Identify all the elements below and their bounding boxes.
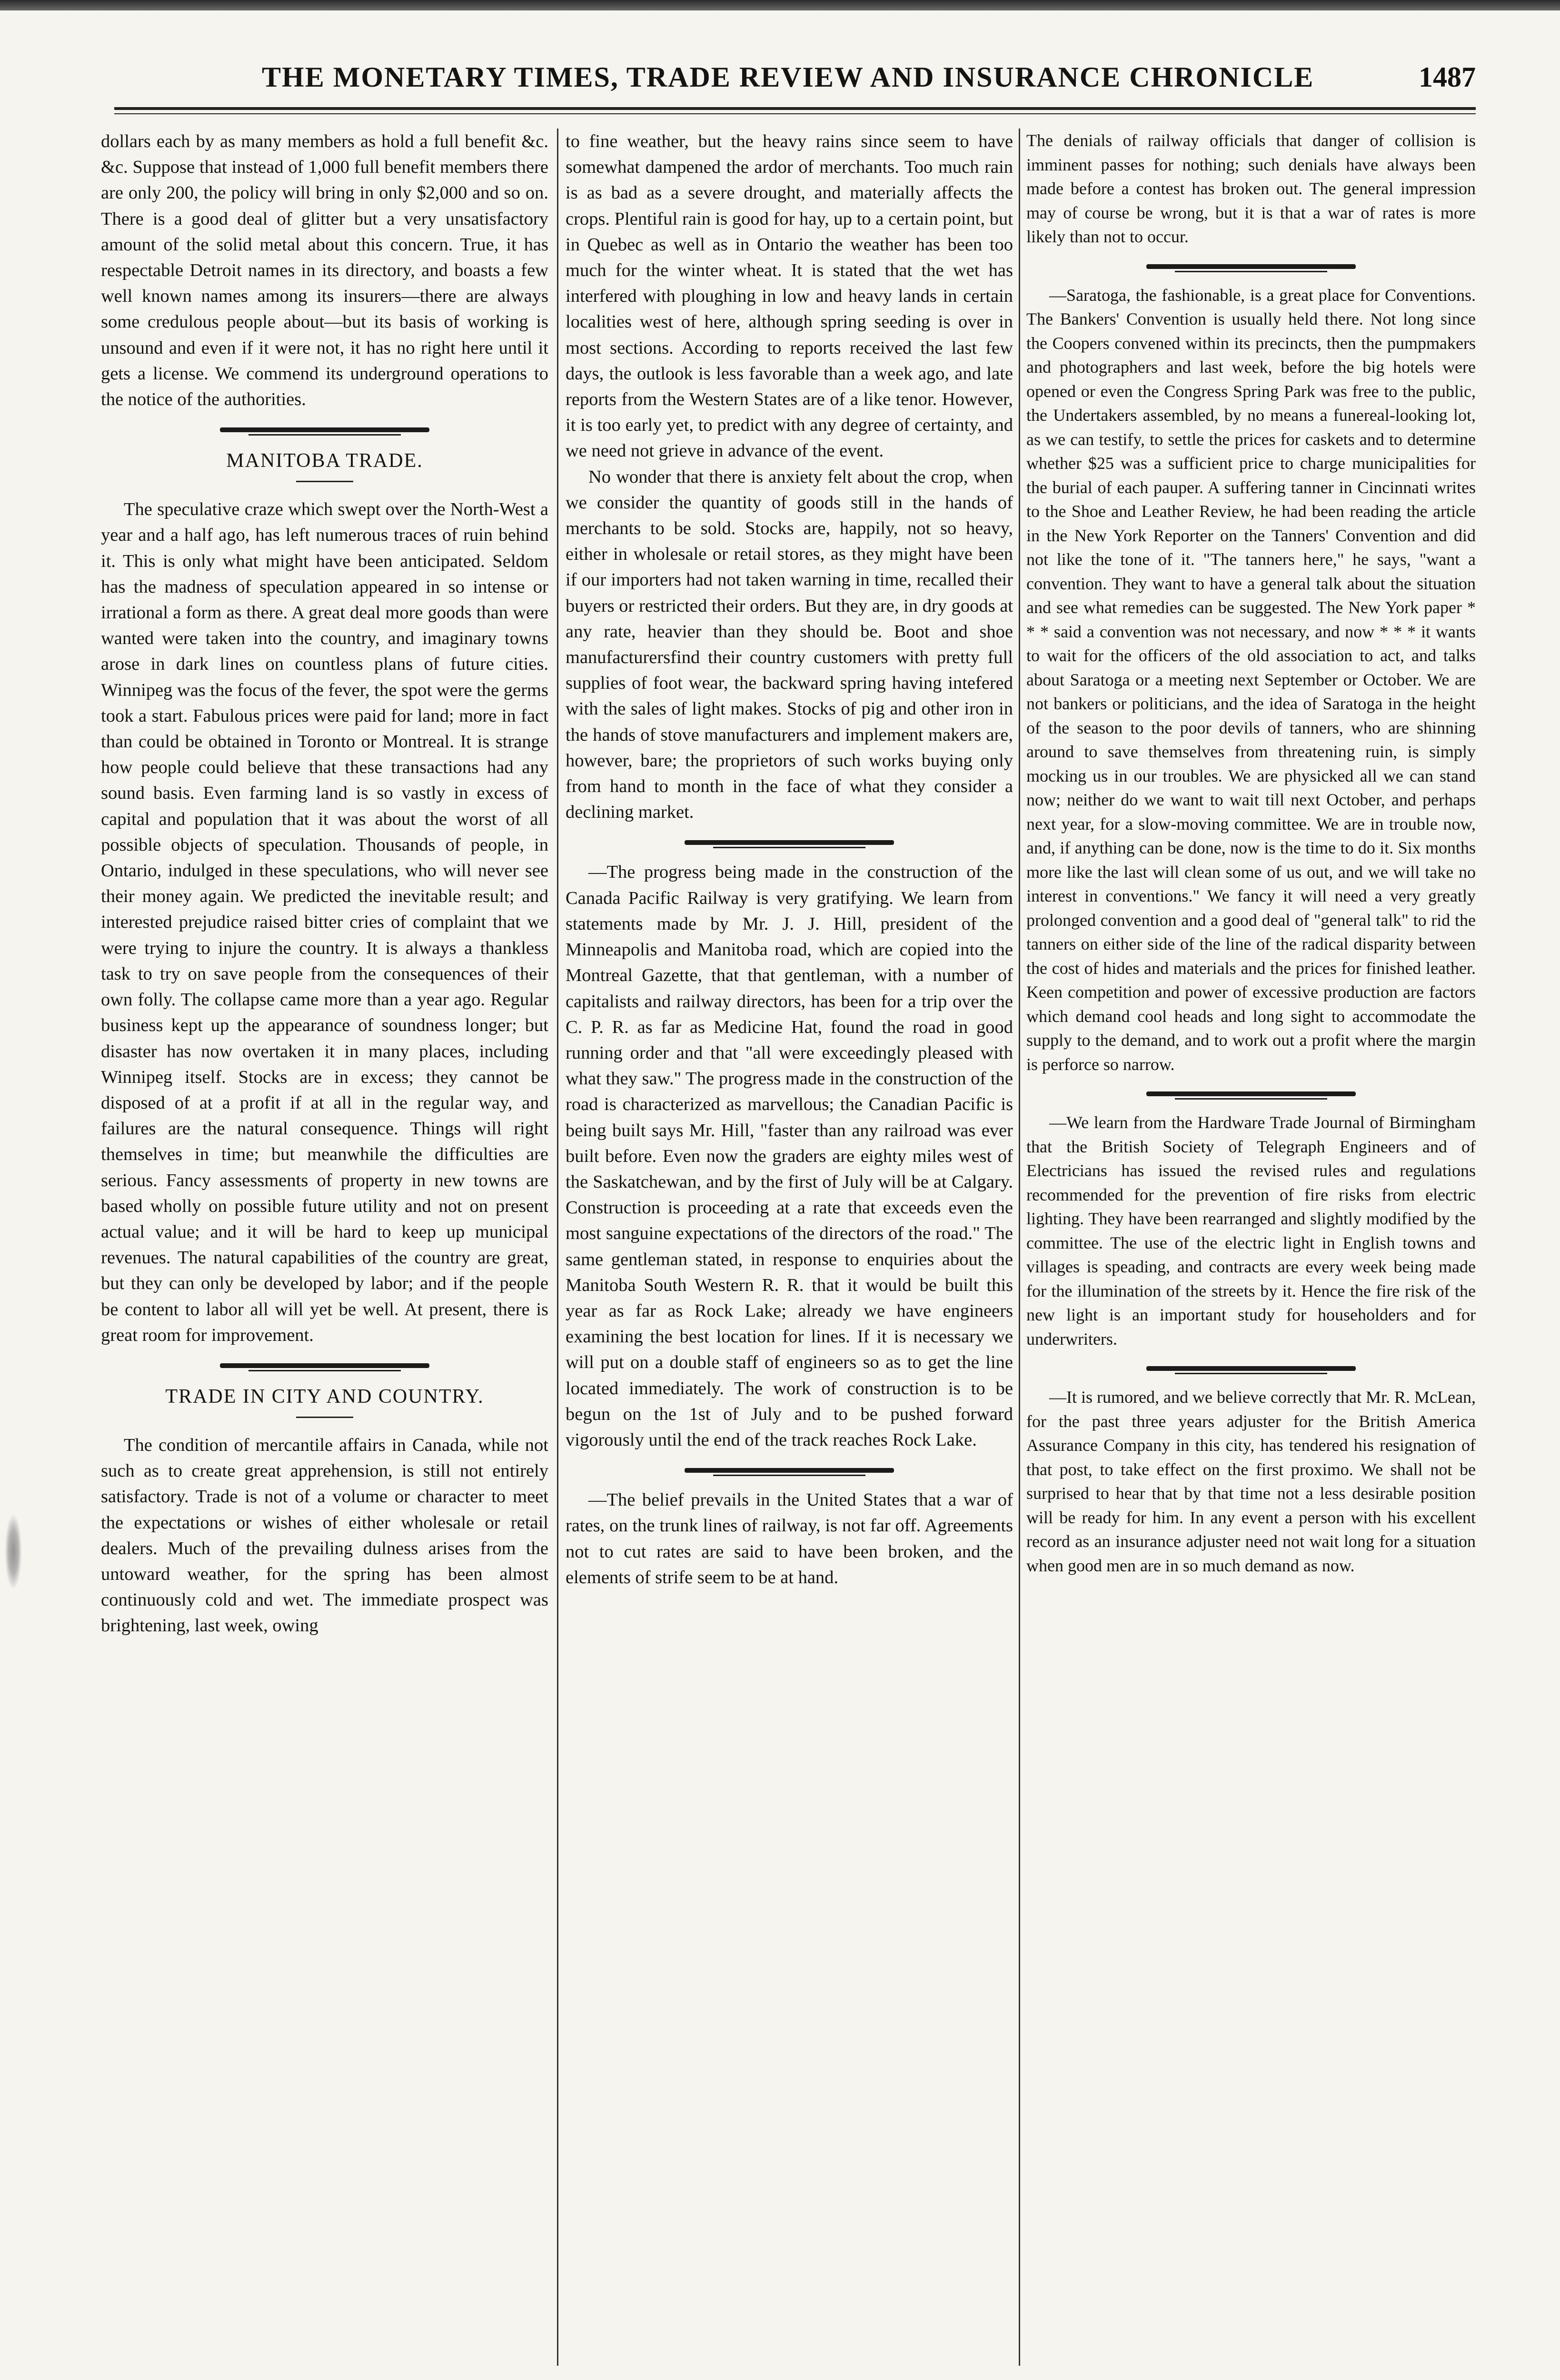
column-3 bbox=[1026, 129, 1476, 2375]
header-rule-thin bbox=[114, 113, 1476, 114]
section-ornament-rule bbox=[1146, 1364, 1356, 1376]
section-ornament-rule bbox=[1146, 1090, 1356, 1101]
section-ornament-rule bbox=[220, 426, 429, 437]
header-rule bbox=[114, 107, 1476, 110]
column-divider-2 bbox=[1019, 129, 1020, 2366]
article-continuation: dollars each by as many members as hold a full benefit &c. &c. Suppose that instead of 1,000 full benefit members there are only 200, the policy will bring in only $2,000 and so on. There is a good deal of glitter but a very unsatisfactory amount of the solid metal about this concern. True, it has respectable Detroit names in its directory, and boasts a few well known names among its insurers—there are always some credulous people about—but its basis of working is unsound and even if it were not, it has no right here until it gets a license. We commend its underground operations to the notice of the authorities. bbox=[101, 131, 548, 410]
trade-city-country-heading: TRADE IN CITY AND COUNTRY. bbox=[165, 1385, 484, 1408]
canada-pacific-paragraph: —The progress being made in the construction of the Canada Pacific Railway is very gratifying. We learn from statements made by Mr. J. J. Hill, president of the Minneapolis and Manitoba road, which are copied into the Montreal Gazette, that that gentleman, with a number of capitalists and railway directors, has been for a trip over the C. P. R. as far as Medicine Hat, found the road in good running order and that "all were exceedingly pleased with what they saw." The progress made in the construction of the road is characterized as marvellous; the Canadian Pacific is being built says Mr. Hill, "faster than any railroad was ever built before. Even now the graders are eighty miles west of the Saskatchewan, and by the first of July will be at Calgary. Construction is proceeding at a rate that exceeds even the most sanguine expectations of the directors of the road." The same gentleman stated, in response to enquiries about the Manitoba South Western R. R. that it would be built this year as far as Rock Lake; already we have engineers examining the best location for lines. If it is necessary we will put on a double staff of engineers so as to get the line located immediately. The work of construction is to be begun on the 1st of July and to be pushed forward vigorously until the end of the track reaches Rock Lake. bbox=[566, 862, 1013, 1450]
saratoga-paragraph: —Saratoga, the fashionable, is a great place for Conventions. The Bankers' Convention is usually held there. Not long since the Coopers convened within its precincts, then the pumpmakers and photographers and last week, before the big hotels were opened or even the Congress Spring Park was free to the public, the Undertakers assembled, by no means a funereal-looking lot, as we can testify, to settle the prices for caskets and to determine whether $25 was a sufficient price to charge municipalities for the burial of each pauper. A suffering tanner in Cincinnati writes to the Shoe and Leather Review, he had been reading the article in the New York Reporter on the Tanners' Convention and did not like the tone of it. "The tanners here," he says, "want a convention. They want to have a general talk about the situation and see what remedies can be suggested. The New York paper * * * said a convention was not necessary, and now * * * it wants to wait for the officers of the old association to act, and talks about Saratoga or a meeting next September or October. We are not bankers or politicians, and the idea of Saratoga in the height of the season to the poor devils of tanners, who are shinning around to save themselves from threatening ruin, is simply mocking us in our troubles. We are physicked all we can stand now; neither do we want to wait till next October, and perhaps next year, for a slow-moving committee. We are in trouble now, and, if anything can be done, now is the time to do it. Six months more like the last will clean some of us out, and we will take no interest in conventions." We fancy it will need a very greatly prolonged convention and a good deal of "general talk" to rid the tanners on either side of the line of the radical disparity between the cost of hides and materials and the prices for finished leather. Keen competition and power of excessive production are factors which demand cool heads and long sight to accommodate the supply to the demand, and to work out a profit where the margin is perforce so narrow. bbox=[1026, 285, 1476, 1074]
page-top-border bbox=[0, 0, 1560, 10]
section-ornament-rule bbox=[685, 838, 894, 850]
column-divider-1 bbox=[557, 129, 558, 2366]
war-of-rates-paragraph: —The belief prevails in the United States that a war of rates, on the trunk lines of railway, is not far off. Agreements not to cut rates are said to have been broken, and the elements of strife seem to be at hand. bbox=[566, 1490, 1013, 1587]
mclean-paragraph: —It is rumored, and we believe correctly that Mr. R. McLean, for the past three years adjuster for the British America Assurance Company in this city, has tendered his resignation of that post, to take effect on the first proximo. We shall not be surprised to hear that by that time not a less desirable position will be ready for him. In any event a person with his excellent record as an insurance adjuster need not wait long for a situation when good men are in so much demand as now. bbox=[1026, 1388, 1476, 1575]
hardware-journal-paragraph: —We learn from the Hardware Trade Journal of Birmingham that the British Society of Telegraph Engineers and of Electricians has issued the revised rules and regulations recommended for the prevention of fire risks from electric lighting. They have been rearranged and slightly modified by the committee. The use of the electric light in English towns and villages is speading, and contracts are every week being made for the illumination of the streets by it. Hence the fire risk of the new light is an important study for householders and for underwriters. bbox=[1026, 1113, 1476, 1349]
trade-city-country-body: The condition of mercantile affairs in Canada, while not such as to create great apprehension, is still not entirely satisfactory. Trade is not of a volume or character to meet the expectations or wishes of either wholesale or retail dealers. Much of the prevailing dulness arises from the untoward weather, for the spring has been almost continuously cold and wet. The immediate prospect was brightening, last week, owing bbox=[101, 1435, 548, 1636]
railway-denials-paragraph: The denials of railway officials that danger of collision is imminent passes for nothing; such denials have always been made before a contest has broken out. The general impression may of course be wrong, but it is that a war of rates is more likely than not to occur. bbox=[1026, 131, 1476, 246]
running-title: THE MONETARY TIMES, TRADE REVIEW AND INSURANCE CHRONICLE bbox=[262, 61, 1314, 93]
column-2 bbox=[566, 129, 1013, 2375]
page-header bbox=[105, 61, 1476, 104]
heading-underline bbox=[296, 1417, 353, 1418]
manitoba-trade-body: The speculative craze which swept over the North-West a year and a half ago, has left numerous traces of ruin behind it. This is only what might have been anticipated. Seldom has the madness of speculation appeared in so intense or irrational a form as there. A great deal more goods than were wanted were taken into the country, and imaginary towns arose in dark lines on countless plans of future cities. Winnipeg was the focus of the fever, the spot were the germs took a start. Fabulous prices were paid for land; more in fact than could be obtained in Toronto or Montreal. It is strange how people could believe that these transactions had any sound basis. Even farming land is so vastly in excess of capital and population that it was about the worst of all possible objects of speculation. Thousands of people, in Ontario, indulged in these speculations, who will never see their money again. We predicted the inevitable result; and interested prejudice raised bitter cries of complaint that we were trying to injure the country. It is always a thankless task to try on save people from the consequences of their own folly. The collapse came more than a year ago. Regular business kept up the appearance of soundness longer; but disaster has now overtaken it in many places, including Winnipeg itself. Stocks are in excess; they cannot be disposed of at a profit if at all in the regular way, and failures are the natural consequence. Things will right themselves in time; but meanwhile the difficulties are serious. Fancy assessments of property in new towns are based wholly on possible future utility and not on present actual value; and it will be hard to keep up municipal revenues. The natural capabilities of the country are great, but they can only be developed by labor; and if the people be content to labor all will yet be well. At present, there is great room for improvement. bbox=[101, 499, 548, 1345]
column-1 bbox=[101, 129, 548, 2375]
section-ornament-rule bbox=[685, 1466, 894, 1478]
section-ornament-rule bbox=[1146, 262, 1356, 274]
section-ornament-rule bbox=[220, 1361, 429, 1373]
crop-anxiety-paragraph: No wonder that there is anxiety felt about the crop, when we consider the quantity of goods still in the hands of merchants to be sold. Stocks are, happily, not so heavy, either in wholesale or retail stores, as they might have been if our importers had not taken warning in time, recalled their buyers or restricted their orders. But they are, in dry goods at any rate, heavier than they should be. Boot and shoe manufacturersfind their country customers with pretty full supplies of foot wear, the backward spring having intefered with the sales of light makes. Stocks of pig and other iron in the hands of stove manufacturers and implement makers are, however, bare; the proprietors of such works buying only from hand to month in the face of what they consider a declining market. bbox=[566, 466, 1013, 823]
trade-continuation: to fine weather, but the heavy rains since seem to have somewhat dampened the ardor of merchants. Too much rain is as bad as a severe drought, and materially affects the crops. Plentiful rain is good for hay, up to a certain point, but in Quebec as well as in Ontario the weather has been too much for the winter wheat. It is stated that the wet has interfered with ploughing in low and heavy lands in certain localities west of here, although spring seeding is over in most sections. According to reports received the last few days, the outlook is less favorable than a week ago, and late reports from the Western States are of a like tenor. However, it is too early yet, to predict with any degree of certainty, and we need not grieve in advance of the event. bbox=[566, 131, 1013, 461]
heading-underline bbox=[296, 481, 353, 482]
manitoba-trade-heading: MANITOBA TRADE. bbox=[226, 450, 423, 472]
page-number: 1487 bbox=[1419, 61, 1476, 93]
scan-margin-mark bbox=[5, 1514, 22, 1590]
